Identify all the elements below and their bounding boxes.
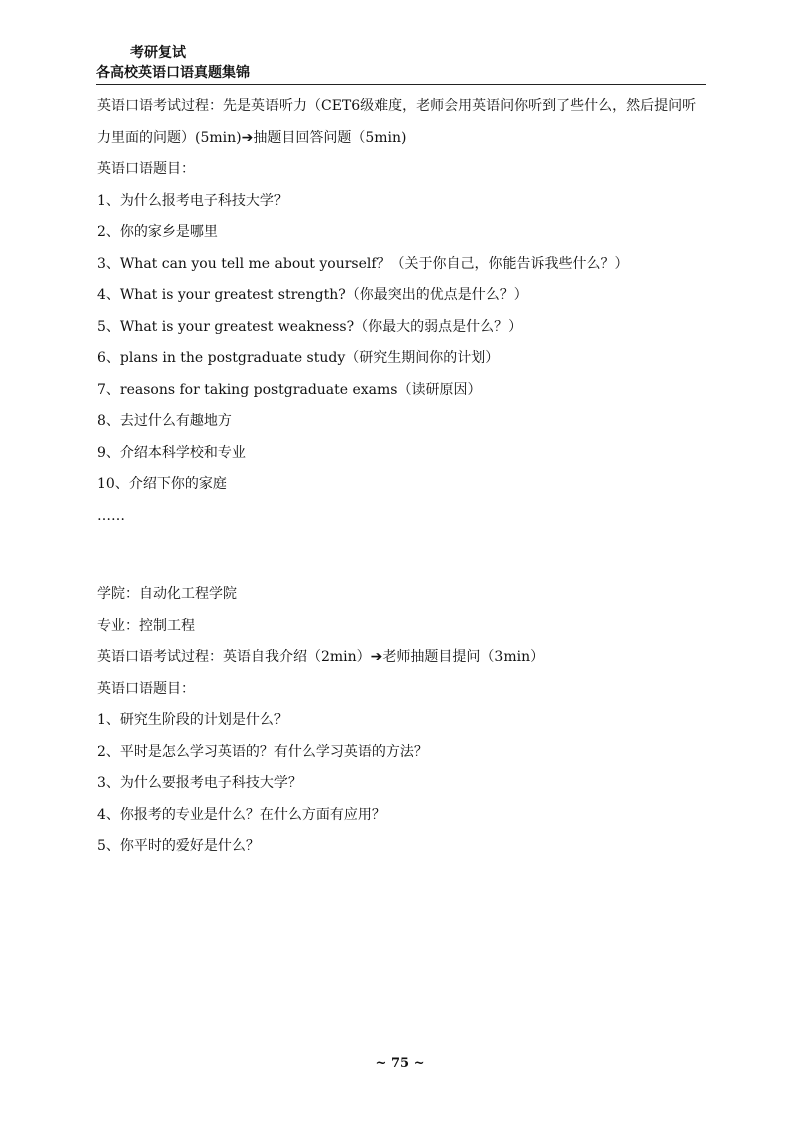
page-content [97, 91, 709, 863]
header-divider [96, 84, 706, 85]
question-item: 6、plans in the postgraduate study（研究生期间你的计划） [97, 350, 500, 366]
question-item: 2、你的家乡是哪里 [97, 224, 218, 240]
question-item: 7、reasons for taking postgraduate exams（读研原因） [97, 381, 482, 398]
question-item: 2、平时是怎么学习英语的？有什么学习英语的方法？ [97, 743, 428, 760]
question-item: 4、你报考的专业是什么？在什么方面有应用？ [97, 806, 386, 823]
header-subtitle: 各高校英语口语真题集锦 [96, 65, 250, 81]
page-number: ~ 75 ~ [375, 1056, 425, 1071]
section2-questions-title: 英语口语题目： [97, 680, 195, 697]
section2-college: 学院：自动化工程学院 [97, 586, 237, 602]
question-item: 8、去过什么有趣地方 [97, 413, 232, 429]
section-spacer [97, 532, 709, 579]
question-item: 4、What is your greatest strength?（你最突出的优点是什么？） [97, 287, 528, 303]
question-item: 1、为什么报考电子科技大学？ [97, 192, 288, 209]
question-item: 5、你平时的爱好是什么？ [97, 838, 260, 854]
section1-process: 英语口语考试过程：先是英语听力（CET6级难度，老师会用英语问你听到了些什么，然后提问听力里面的问题）(5min)➔抽题目回答问题（5min) [97, 98, 697, 146]
ellipsis: …… [97, 507, 125, 524]
section2-process: 英语口语考试过程：英语自我介绍（2min）➔老师抽题目提问（3min） [97, 649, 545, 665]
question-item: 3、What can you tell me about yourself？（关于你自己，你能告诉我些什么？） [97, 255, 629, 272]
header-title: 考研复试 [130, 45, 186, 61]
question-item: 1、研究生阶段的计划是什么？ [97, 712, 288, 728]
question-item: 9、介绍本科学校和专业 [97, 444, 246, 461]
page-header [96, 44, 706, 83]
section2-major: 专业：控制工程 [97, 617, 195, 634]
question-item: 5、What is your greatest weakness?（你最大的弱点是什么？） [97, 318, 523, 335]
question-item: 3、为什么要报考电子科技大学？ [97, 775, 302, 791]
question-item: 10、介绍下你的家庭 [97, 476, 227, 492]
section1-questions-title: 英语口语题目： [97, 161, 195, 177]
